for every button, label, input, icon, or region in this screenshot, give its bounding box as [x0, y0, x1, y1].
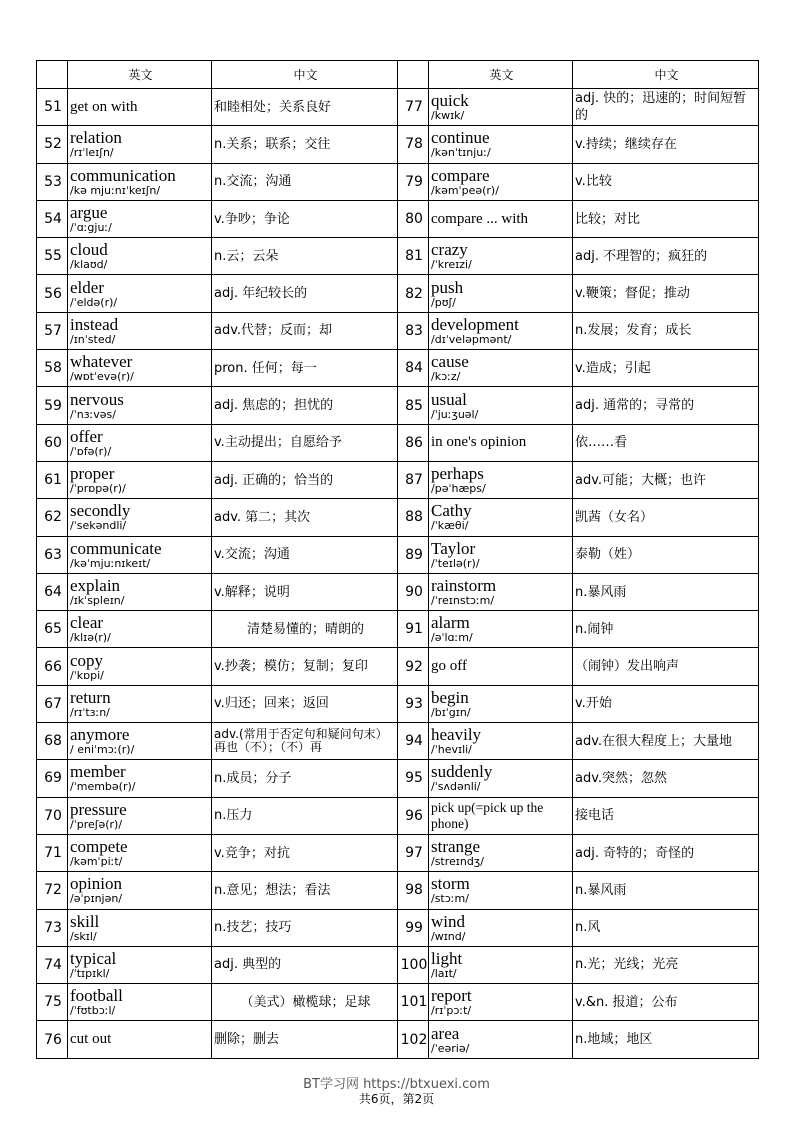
- entry-meaning: adj. 年纪较长的: [212, 275, 398, 312]
- entry-phonetic: /rɪˈleɪʃn/: [70, 146, 114, 160]
- entry-word-cell: [68, 573, 212, 610]
- table-row: [37, 200, 759, 237]
- entry-number: 76: [37, 1021, 68, 1058]
- entry-number: 65: [37, 611, 68, 648]
- entry-word: compare: [431, 165, 490, 185]
- entry-word-cell: [68, 350, 212, 387]
- entry-number: 73: [37, 909, 68, 946]
- entry-meaning: adj. 正确的；恰当的: [212, 461, 398, 498]
- entry-phonetic: /ˈreɪnstɔːm/: [431, 594, 495, 607]
- entry-number: 54: [37, 200, 68, 237]
- entry-word-cell: [68, 499, 212, 536]
- entry-number: 102: [398, 1021, 429, 1058]
- entry-phonetic: /kəmˈpiːt/: [70, 855, 123, 869]
- entry-word: alarm: [431, 613, 470, 633]
- entry-word: push: [431, 277, 464, 297]
- entry-word: area: [431, 1023, 460, 1043]
- entry-phonetic: /əˈpɪnjən/: [70, 892, 123, 906]
- entry-meaning: n.成员；分子: [212, 760, 398, 797]
- entry-meaning: v.持续；继续存在: [573, 126, 759, 163]
- entry-number: 70: [37, 797, 68, 834]
- entry-number: 53: [37, 163, 68, 200]
- entry-number: 71: [37, 834, 68, 871]
- entry-meaning: adj. 通常的；寻常的: [573, 387, 759, 424]
- entry-word-cell: [68, 872, 212, 909]
- entry-phonetic: / eniˈmɔː(r)/: [70, 743, 135, 757]
- table-row: [37, 573, 759, 610]
- entry-word-cell: [429, 797, 573, 834]
- entry-meaning: n.闹钟: [573, 611, 759, 648]
- entry-word-cell: [68, 611, 212, 648]
- entry-number: 90: [398, 573, 429, 610]
- entry-number: 69: [37, 760, 68, 797]
- table-row: [37, 275, 759, 312]
- entry-number: 83: [398, 312, 429, 349]
- entry-phonetic: /ˈjuːʒuəl/: [431, 407, 479, 421]
- table-row: [37, 909, 759, 946]
- entry-phonetic: /ˈhevɪli/: [431, 743, 472, 757]
- table-row: [37, 834, 759, 871]
- table-row: [37, 685, 759, 722]
- entry-phonetic: /ɪkˈspleɪn/: [70, 594, 125, 607]
- table-row: [37, 536, 759, 573]
- table-row: [37, 872, 759, 909]
- entry-phonetic: /ˈkæθi/: [431, 519, 469, 533]
- entry-word: communication: [70, 165, 176, 185]
- entry-word: usual: [431, 389, 467, 409]
- entry-word: heavily: [431, 725, 482, 745]
- header-num-right: [398, 61, 429, 89]
- entry-word: cloud: [70, 240, 108, 260]
- entry-word: light: [431, 948, 463, 968]
- entry-meaning: v.归还；回来；返回: [212, 685, 398, 722]
- entry-word-cell: [429, 946, 573, 983]
- table-row: [37, 126, 759, 163]
- entry-word-cell: [429, 872, 573, 909]
- entry-word: nervous: [70, 389, 124, 409]
- entry-meaning: adv.突然；忽然: [573, 760, 759, 797]
- entry-word-cell: [429, 685, 573, 722]
- entry-word: in one's opinion: [431, 434, 527, 451]
- entry-word: compete: [70, 837, 128, 857]
- entry-number: 57: [37, 312, 68, 349]
- entry-meaning: 凯茜（女名）: [573, 499, 759, 536]
- entry-number: 66: [37, 648, 68, 685]
- entry-word: cause: [431, 352, 469, 372]
- entry-word-cell: [68, 163, 212, 200]
- entry-phonetic: /ˈsekəndli/: [70, 519, 127, 533]
- entry-phonetic: /kwɪk/: [431, 109, 465, 123]
- entry-word: strange: [431, 837, 481, 857]
- entry-word: typical: [70, 948, 117, 968]
- vocabulary-table-body: [37, 89, 759, 1059]
- entry-word-cell: [429, 89, 573, 126]
- entry-word-cell: [429, 909, 573, 946]
- entry-word-cell: [429, 238, 573, 275]
- entry-word: report: [431, 986, 472, 1006]
- entry-word: crazy: [431, 240, 468, 260]
- entry-word-cell: [429, 723, 573, 760]
- entry-meaning: adj. 不理智的；疯狂的: [573, 238, 759, 275]
- entry-word-cell: [429, 499, 573, 536]
- entry-word: offer: [70, 426, 103, 446]
- entry-number: 56: [37, 275, 68, 312]
- entry-word-cell: [429, 312, 573, 349]
- entry-meaning: 接电话: [573, 797, 759, 834]
- entry-phonetic: /klaʊd/: [70, 258, 108, 272]
- entry-word: anymore: [70, 725, 130, 745]
- entry-phonetic: /ˈsʌdənli/: [431, 780, 481, 794]
- entry-word: secondly: [70, 501, 131, 521]
- entry-word-cell: [429, 126, 573, 163]
- entry-number: 60: [37, 424, 68, 461]
- entry-number: 81: [398, 238, 429, 275]
- entry-phonetic: /bɪˈgɪn/: [431, 705, 471, 719]
- entry-meaning: adj. 焦虑的；担忧的: [212, 387, 398, 424]
- entry-word: pressure: [70, 799, 127, 819]
- entry-number: 93: [398, 685, 429, 722]
- entry-number: 78: [398, 126, 429, 163]
- entry-word: suddenly: [431, 762, 493, 782]
- entry-phonetic: /ˈtɪpɪkl/: [70, 966, 110, 980]
- entry-meaning: n.风: [573, 909, 759, 946]
- table-row: [37, 238, 759, 275]
- entry-number: 64: [37, 573, 68, 610]
- entry-number: 77: [398, 89, 429, 126]
- entry-phonetic: /rɪˈpɔːt/: [431, 1004, 472, 1018]
- entry-meaning: n.暴风雨: [573, 573, 759, 610]
- vocabulary-table: [36, 60, 759, 1059]
- entry-word-cell: [68, 685, 212, 722]
- entry-phonetic: /ˈɑːgjuː/: [70, 221, 112, 235]
- entry-meaning: v.&n. 报道；公布: [573, 984, 759, 1021]
- entry-word: get on with: [70, 98, 138, 115]
- entry-word: argue: [70, 203, 108, 223]
- entry-phonetic: /kəˈmjuːnɪkeɪt/: [70, 556, 151, 570]
- entry-number: 80: [398, 200, 429, 237]
- entry-number: 99: [398, 909, 429, 946]
- entry-number: 84: [398, 350, 429, 387]
- entry-phonetic: /pəˈhæps/: [431, 482, 486, 496]
- entry-word-cell: [68, 89, 212, 126]
- table-row: [37, 946, 759, 983]
- entry-word: member: [70, 762, 126, 782]
- entry-word-cell: [429, 611, 573, 648]
- table-row: [37, 350, 759, 387]
- entry-word-cell: [429, 760, 573, 797]
- entry-meaning: n.暴风雨: [573, 872, 759, 909]
- entry-meaning: adv.可能；大概；也许: [573, 461, 759, 498]
- footer-page-number: 共6页，第2页: [358, 1092, 435, 1106]
- entry-meaning: n.意见；想法；看法: [212, 872, 398, 909]
- entry-word: proper: [70, 464, 115, 484]
- entry-phonetic: /klɪə(r)/: [70, 631, 111, 645]
- entry-word: whatever: [70, 352, 133, 372]
- entry-word: communicate: [70, 538, 162, 558]
- header-meaning-left: 中文: [212, 61, 398, 89]
- table-row: [37, 1021, 759, 1058]
- entry-number: 96: [398, 797, 429, 834]
- entry-meaning: v.抄袭；模仿；复制；复印: [212, 648, 398, 685]
- entry-number: 100: [398, 946, 429, 983]
- entry-word-cell: [68, 387, 212, 424]
- entry-number: 62: [37, 499, 68, 536]
- entry-number: 59: [37, 387, 68, 424]
- entry-meaning: 泰勒（姓）: [573, 536, 759, 573]
- entry-phonetic: /skɪl/: [70, 929, 97, 943]
- entry-phonetic: /wɪnd/: [431, 929, 466, 943]
- entry-meaning: adj. 快的；迅速的；时间短暂的: [573, 89, 759, 126]
- entry-word-cell: [429, 387, 573, 424]
- entry-word-cell: [68, 834, 212, 871]
- entry-number: 82: [398, 275, 429, 312]
- entry-meaning: adv.在很大程度上；大量地: [573, 723, 759, 760]
- entry-word-cell: [68, 200, 212, 237]
- entry-meaning: n.光；光线；光亮: [573, 946, 759, 983]
- entry-number: 51: [37, 89, 68, 126]
- header-meaning-right: 中文: [573, 61, 759, 89]
- entry-number: 97: [398, 834, 429, 871]
- entry-meaning: v.开始: [573, 685, 759, 722]
- entry-number: 89: [398, 536, 429, 573]
- entry-word: relation: [70, 128, 122, 148]
- entry-phonetic: /rɪˈtɜːn/: [70, 705, 110, 719]
- table-row: [37, 312, 759, 349]
- entry-word: Taylor: [431, 538, 476, 558]
- entry-word-cell: [429, 200, 573, 237]
- entry-meaning: n.交流；沟通: [212, 163, 398, 200]
- entry-word: wind: [431, 911, 465, 931]
- entry-phonetic: /ˈmembə(r)/: [70, 780, 136, 794]
- entry-meaning: pron. 任何；每一: [212, 350, 398, 387]
- entry-word-cell: [429, 536, 573, 573]
- entry-word: go off: [431, 658, 467, 675]
- entry-word-cell: [68, 984, 212, 1021]
- entry-word-cell: [68, 946, 212, 983]
- entry-number: 74: [37, 946, 68, 983]
- entry-phonetic: /kəmˈpeə(r)/: [431, 183, 499, 197]
- entry-word: instead: [70, 314, 119, 334]
- entry-word: pick up(=pick up the phone): [431, 799, 544, 831]
- entry-word-cell: [429, 350, 573, 387]
- entry-number: 88: [398, 499, 429, 536]
- entry-number: 55: [37, 238, 68, 275]
- entry-number: 85: [398, 387, 429, 424]
- entry-number: 52: [37, 126, 68, 163]
- entry-number: 75: [37, 984, 68, 1021]
- entry-word: rainstorm: [431, 576, 497, 595]
- entry-word: elder: [70, 277, 104, 297]
- entry-word: continue: [431, 128, 490, 148]
- entry-word-cell: [429, 984, 573, 1021]
- table-row: [37, 648, 759, 685]
- entry-phonetic: /pʊʃ/: [431, 295, 456, 309]
- entry-meaning: v.竞争；对抗: [212, 834, 398, 871]
- entry-number: 61: [37, 461, 68, 498]
- entry-word-cell: [429, 648, 573, 685]
- entry-meaning: v.解释；说明: [212, 573, 398, 610]
- entry-meaning: n.云；云朵: [212, 238, 398, 275]
- entry-phonetic: /stɔːm/: [431, 892, 469, 906]
- table-row: [37, 461, 759, 498]
- entry-meaning: 依……看: [573, 424, 759, 461]
- entry-meaning: adv.代替；反而；却: [212, 312, 398, 349]
- entry-meaning: n.关系；联系；交往: [212, 126, 398, 163]
- entry-phonetic: /ˈteɪlə(r)/: [431, 556, 480, 570]
- entry-word-cell: [68, 648, 212, 685]
- table-row: [37, 611, 759, 648]
- entry-word: compare ... with: [431, 210, 529, 227]
- entry-number: 63: [37, 536, 68, 573]
- entry-meaning: n.发展；发育；成长: [573, 312, 759, 349]
- entry-meaning: n.技艺；技巧: [212, 909, 398, 946]
- entry-word-cell: [68, 238, 212, 275]
- entry-word: development: [431, 314, 519, 334]
- entry-number: 79: [398, 163, 429, 200]
- entry-number: 101: [398, 984, 429, 1021]
- entry-meaning: （闹钟）发出响声: [573, 648, 759, 685]
- entry-word: copy: [70, 650, 104, 670]
- entry-word: begin: [431, 687, 469, 707]
- entry-meaning: v.主动提出；自愿给予: [212, 424, 398, 461]
- entry-word-cell: [429, 1021, 573, 1058]
- entry-phonetic: /ˈnɜːvəs/: [70, 407, 116, 421]
- entry-word-cell: [429, 424, 573, 461]
- entry-word-cell: [429, 573, 573, 610]
- entry-word: skill: [70, 911, 100, 931]
- entry-word-cell: [68, 312, 212, 349]
- entry-word-cell: [68, 424, 212, 461]
- entry-number: 68: [37, 723, 68, 760]
- entry-word-cell: [68, 461, 212, 498]
- entry-meaning: adv.(常用于否定句和疑问句末）再也（不）；（不）再: [212, 723, 398, 760]
- header-word-right: 英文: [429, 61, 573, 89]
- entry-word-cell: [429, 275, 573, 312]
- entry-word-cell: [68, 126, 212, 163]
- entry-phonetic: /ˈprɒpə(r)/: [70, 482, 126, 496]
- entry-word-cell: [429, 163, 573, 200]
- entry-number: 95: [398, 760, 429, 797]
- entry-phonetic: /ˈɒfə(r)/: [70, 444, 112, 458]
- entry-meaning: v.造成；引起: [573, 350, 759, 387]
- entry-phonetic: /dɪˈveləpmənt/: [431, 332, 512, 346]
- entry-meaning: n.地域；地区: [573, 1021, 759, 1058]
- table-row: [37, 499, 759, 536]
- entry-word-cell: [429, 834, 573, 871]
- entry-word-cell: [68, 760, 212, 797]
- entry-number: 91: [398, 611, 429, 648]
- entry-meaning: adj. 奇特的；奇怪的: [573, 834, 759, 871]
- table-row: [37, 984, 759, 1021]
- entry-phonetic: /wɒtˈevə(r)/: [70, 370, 134, 384]
- entry-word: cut out: [70, 1031, 112, 1048]
- entry-phonetic: /əˈlɑːm/: [431, 631, 473, 645]
- entry-phonetic: /streɪndʒ/: [431, 855, 484, 869]
- entry-word-cell: [68, 909, 212, 946]
- entry-word: opinion: [70, 874, 122, 894]
- entry-meaning: 删除；删去: [212, 1021, 398, 1058]
- entry-meaning: adj. 典型的: [212, 946, 398, 983]
- entry-phonetic: /ˈkreɪzi/: [431, 258, 472, 272]
- entry-word: football: [70, 986, 123, 1006]
- entry-meaning: n.压力: [212, 797, 398, 834]
- entry-word: storm: [431, 874, 470, 894]
- entry-word: quick: [431, 91, 469, 111]
- entry-number: 72: [37, 872, 68, 909]
- table-row: [37, 163, 759, 200]
- table-row: [37, 424, 759, 461]
- entry-number: 98: [398, 872, 429, 909]
- entry-number: 87: [398, 461, 429, 498]
- entry-phonetic: /kənˈtɪnjuː/: [431, 146, 491, 160]
- entry-word: perhaps: [431, 464, 484, 484]
- entry-phonetic: /ˈfʊtbɔːl/: [70, 1004, 116, 1018]
- entry-phonetic: /ɪnˈsted/: [70, 332, 116, 346]
- entry-word: Cathy: [431, 501, 472, 521]
- entry-phonetic: /ˈeldə(r)/: [70, 295, 118, 309]
- entry-meaning: v.比较: [573, 163, 759, 200]
- entry-phonetic: /kə mjuːnɪˈkeɪʃn/: [70, 183, 161, 197]
- entry-phonetic: /ˈkɒpi/: [70, 668, 104, 682]
- entry-meaning: v.交流；沟通: [212, 536, 398, 573]
- footer-site: BT学习网 https://btxuexi.com: [303, 1077, 490, 1092]
- table-row: [37, 760, 759, 797]
- entry-number: 86: [398, 424, 429, 461]
- table-header-row: [37, 61, 759, 89]
- entry-number: 94: [398, 723, 429, 760]
- entry-word: explain: [70, 576, 121, 595]
- table-row: [37, 723, 759, 760]
- entry-number: 58: [37, 350, 68, 387]
- entry-number: 67: [37, 685, 68, 722]
- entry-word: clear: [70, 613, 104, 633]
- entry-word-cell: [68, 275, 212, 312]
- entry-phonetic: /laɪt/: [431, 966, 457, 980]
- entry-word-cell: [68, 723, 212, 760]
- entry-word-cell: [68, 797, 212, 834]
- entry-meaning: （美式）橄榄球；足球: [212, 984, 398, 1021]
- entry-meaning: 比较；对比: [573, 200, 759, 237]
- entry-phonetic: /ˈpreʃə(r)/: [70, 817, 123, 831]
- entry-word-cell: [68, 1021, 212, 1058]
- header-num-left: [37, 61, 68, 89]
- table-row: [37, 797, 759, 834]
- entry-meaning: v.争吵；争论: [212, 200, 398, 237]
- entry-meaning: 清楚易懂的；晴朗的: [212, 611, 398, 648]
- table-row: [37, 89, 759, 126]
- entry-meaning: v.鞭策；督促；推动: [573, 275, 759, 312]
- header-word-left: 英文: [68, 61, 212, 89]
- entry-meaning: adv. 第二；其次: [212, 499, 398, 536]
- entry-number: 92: [398, 648, 429, 685]
- entry-meaning: 和睦相处；关系良好: [212, 89, 398, 126]
- entry-phonetic: /ˈeəriə/: [431, 1041, 470, 1055]
- entry-word-cell: [68, 536, 212, 573]
- entry-word-cell: [429, 461, 573, 498]
- entry-phonetic: /kɔːz/: [431, 370, 461, 384]
- entry-word: return: [70, 687, 111, 707]
- table-row: [37, 387, 759, 424]
